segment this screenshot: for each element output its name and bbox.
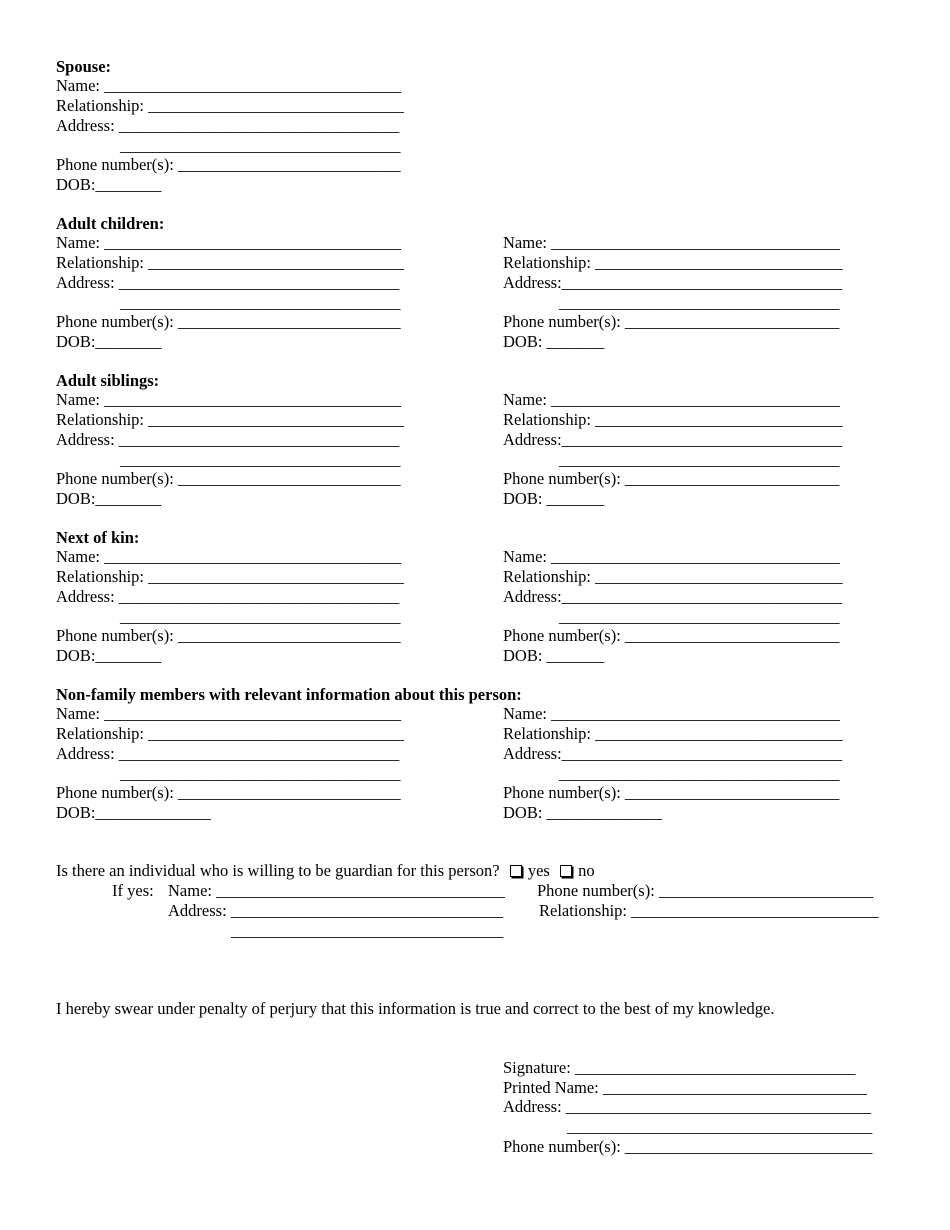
non-family-1-relationship-field[interactable]: Relationship: _______________________________	[56, 724, 404, 743]
guardian-address-line2[interactable]: _________________________________	[231, 921, 504, 940]
non-family-1-dob-field[interactable]: DOB:______________	[56, 803, 211, 822]
kin-2-relationship-field[interactable]: Relationship: ______________________________	[503, 567, 843, 586]
guardian-if-yes-label: If yes:	[112, 881, 154, 900]
sibling-2-name-field[interactable]: Name: ___________________________________	[503, 390, 840, 409]
spouse-phone-field[interactable]: Phone number(s): ___________________________	[56, 155, 401, 174]
kin-2-dob-field[interactable]: DOB: _______	[503, 646, 605, 665]
guardian-no-checkbox[interactable]	[560, 865, 572, 877]
non-family-2-relationship-field[interactable]: Relationship: ______________________________	[503, 724, 843, 743]
non-family-1-phone-field[interactable]: Phone number(s): ___________________________	[56, 783, 401, 802]
kin-1-dob-field[interactable]: DOB:________	[56, 646, 162, 665]
child-2-name-field[interactable]: Name: ___________________________________	[503, 233, 840, 252]
sibling-1-relationship-field[interactable]: Relationship: _______________________________	[56, 410, 404, 429]
spouse-address-line2[interactable]: __________________________________	[120, 136, 401, 155]
guardian-question: Is there an individual who is willing to be guardian for this person?	[56, 861, 500, 880]
sibling-1-dob-field[interactable]: DOB:________	[56, 489, 162, 508]
child-1-relationship-field[interactable]: Relationship: _______________________________	[56, 253, 404, 272]
adult-children-heading: Adult children:	[56, 214, 165, 233]
child-1-dob-field[interactable]: DOB:________	[56, 332, 162, 351]
guardian-no-label: no	[578, 861, 595, 880]
child-2-address-field[interactable]: Address:__________________________________	[503, 273, 843, 292]
signer-address-field[interactable]: Address: _____________________________________	[503, 1097, 872, 1116]
sibling-1-phone-field[interactable]: Phone number(s): ___________________________	[56, 469, 401, 488]
adult-siblings-heading: Adult siblings:	[56, 371, 160, 390]
printed-name-field[interactable]: Printed Name: ________________________________	[503, 1078, 867, 1097]
kin-1-name-field[interactable]: Name: ____________________________________	[56, 547, 402, 566]
sibling-1-address-field[interactable]: Address: __________________________________	[56, 430, 400, 449]
kin-2-address-field[interactable]: Address:__________________________________	[503, 587, 843, 606]
sibling-2-address-field[interactable]: Address:__________________________________	[503, 430, 843, 449]
child-1-phone-field[interactable]: Phone number(s): ___________________________	[56, 312, 401, 331]
non-family-2-address-field[interactable]: Address:__________________________________	[503, 744, 843, 763]
kin-1-relationship-field[interactable]: Relationship: _______________________________	[56, 567, 404, 586]
non-family-2-phone-field[interactable]: Phone number(s): __________________________	[503, 783, 840, 802]
perjury-statement: I hereby swear under penalty of perjury that this information is true and correct to the best of my knowledge.	[56, 999, 775, 1018]
non-family-2-dob-field[interactable]: DOB: ______________	[503, 803, 663, 822]
child-2-phone-field[interactable]: Phone number(s): __________________________	[503, 312, 840, 331]
non-family-2-name-field[interactable]: Name: ___________________________________	[503, 704, 840, 723]
signer-address-line2[interactable]: _____________________________________	[567, 1117, 873, 1136]
sibling-1-address-line2[interactable]: __________________________________	[120, 450, 401, 469]
non-family-1-name-field[interactable]: Name: ____________________________________	[56, 704, 402, 723]
sibling-2-dob-field[interactable]: DOB: _______	[503, 489, 605, 508]
sibling-2-phone-field[interactable]: Phone number(s): __________________________	[503, 469, 840, 488]
non-family-1-address-line2[interactable]: __________________________________	[120, 764, 401, 783]
child-1-name-field[interactable]: Name: ____________________________________	[56, 233, 402, 252]
guardian-name-field[interactable]: Name: ___________________________________	[168, 881, 505, 900]
spouse-heading: Spouse:	[56, 57, 112, 76]
spouse-address-field[interactable]: Address: __________________________________	[56, 116, 400, 135]
non-family-1-address-field[interactable]: Address: __________________________________	[56, 744, 400, 763]
signature-field[interactable]: Signature: __________________________________	[503, 1058, 856, 1077]
kin-1-address-line2[interactable]: __________________________________	[120, 607, 401, 626]
kin-2-name-field[interactable]: Name: ___________________________________	[503, 547, 840, 566]
guardian-yes-checkbox[interactable]	[510, 865, 522, 877]
spouse-dob-field[interactable]: DOB:________	[56, 175, 162, 194]
signer-phone-field[interactable]: Phone number(s): ______________________________	[503, 1137, 873, 1156]
child-2-dob-field[interactable]: DOB: _______	[503, 332, 605, 351]
child-2-address-line2[interactable]: __________________________________	[559, 293, 840, 312]
sibling-2-relationship-field[interactable]: Relationship: ______________________________	[503, 410, 843, 429]
non-family-heading: Non-family members with relevant information about this person:	[56, 685, 522, 704]
child-2-relationship-field[interactable]: Relationship: ______________________________	[503, 253, 843, 272]
guardian-phone-field[interactable]: Phone number(s): __________________________	[537, 881, 874, 900]
non-family-2-address-line2[interactable]: __________________________________	[559, 764, 840, 783]
kin-2-address-line2[interactable]: __________________________________	[559, 607, 840, 626]
spouse-name-field[interactable]: Name: ____________________________________	[56, 76, 402, 95]
sibling-2-address-line2[interactable]: __________________________________	[559, 450, 840, 469]
kin-2-phone-field[interactable]: Phone number(s): __________________________	[503, 626, 840, 645]
spouse-relationship-field[interactable]: Relationship: _______________________________	[56, 96, 404, 115]
guardian-relationship-field[interactable]: Relationship: ______________________________	[539, 901, 879, 920]
child-1-address-line2[interactable]: __________________________________	[120, 293, 401, 312]
kin-1-phone-field[interactable]: Phone number(s): ___________________________	[56, 626, 401, 645]
guardian-yes-label: yes	[527, 861, 550, 880]
sibling-1-name-field[interactable]: Name: ____________________________________	[56, 390, 402, 409]
next-of-kin-heading: Next of kin:	[56, 528, 140, 547]
guardian-question-line	[56, 861, 595, 880]
kin-1-address-field[interactable]: Address: __________________________________	[56, 587, 400, 606]
child-1-address-field[interactable]: Address: __________________________________	[56, 273, 400, 292]
guardian-address-field[interactable]: Address: _________________________________	[168, 901, 504, 920]
